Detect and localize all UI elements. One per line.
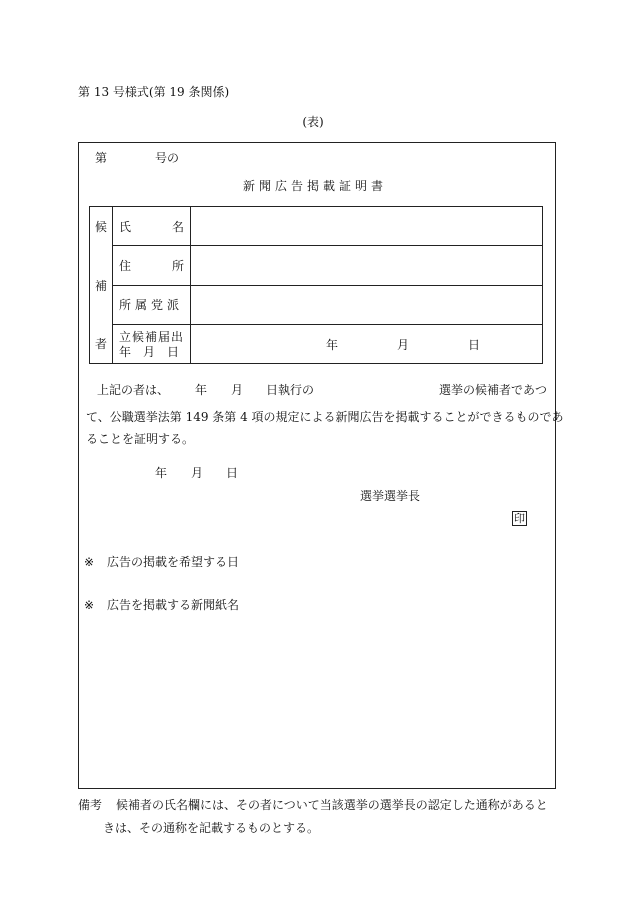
group-label-char: 候	[95, 220, 108, 234]
candidate-table	[89, 206, 543, 364]
statement-line: ることを証明する。	[86, 432, 195, 446]
note-mark: ※	[84, 555, 95, 569]
group-label-char: 補	[95, 279, 108, 293]
filing-year: 年	[326, 338, 339, 352]
name-label: 氏	[119, 220, 132, 234]
issue-month: 月	[191, 466, 204, 480]
name-label: 名	[172, 220, 185, 234]
side-label: (表)	[302, 115, 324, 129]
statement-line: 選挙の候補者であつ	[439, 383, 548, 397]
remarks-label: 備考	[78, 798, 103, 812]
filing-date-label: 年 月 日	[119, 345, 180, 359]
table-divider	[112, 324, 542, 325]
group-label-char: 者	[95, 337, 108, 351]
address-label: 住	[119, 259, 132, 273]
form-number: 第 13 号様式(第 19 条関係)	[78, 85, 230, 99]
table-divider	[112, 245, 542, 246]
certificate-title: 新聞広告掲載証明書	[242, 179, 387, 193]
statement-month: 月	[231, 383, 244, 397]
note-desired-date: 広告の掲載を希望する日	[107, 555, 240, 569]
note-mark: ※	[84, 598, 95, 612]
table-divider	[112, 285, 542, 286]
issue-year: 年	[155, 466, 168, 480]
certificate-number	[95, 151, 180, 165]
statement-line: 上記の者は、	[97, 383, 170, 397]
statement-line: て、公職選挙法第 149 条第 4 項の規定による新聞広告を掲載することができるものであ	[86, 410, 564, 424]
note-newspaper: 広告を掲載する新聞紙名	[107, 598, 240, 612]
address-label: 所	[172, 259, 185, 273]
number-prefix: 第	[95, 151, 108, 165]
remarks-text: きは、その通称を記載するものとする。	[103, 821, 320, 835]
party-label: 所属党派	[119, 298, 184, 312]
signatory-title: 選挙選挙長	[360, 489, 421, 503]
issue-day: 日	[226, 466, 239, 480]
statement-year: 年	[195, 383, 208, 397]
remarks-text: 候補者の氏名欄には、その者について当該選挙の選挙長の認定した通称があると	[116, 798, 548, 812]
number-suffix: 号の	[155, 151, 180, 165]
filing-month: 月	[397, 338, 410, 352]
filing-date-label: 立候補届出	[119, 330, 185, 344]
statement-day: 日執行の	[266, 383, 315, 397]
seal-mark: 印	[514, 512, 525, 525]
filing-day: 日	[468, 338, 481, 352]
